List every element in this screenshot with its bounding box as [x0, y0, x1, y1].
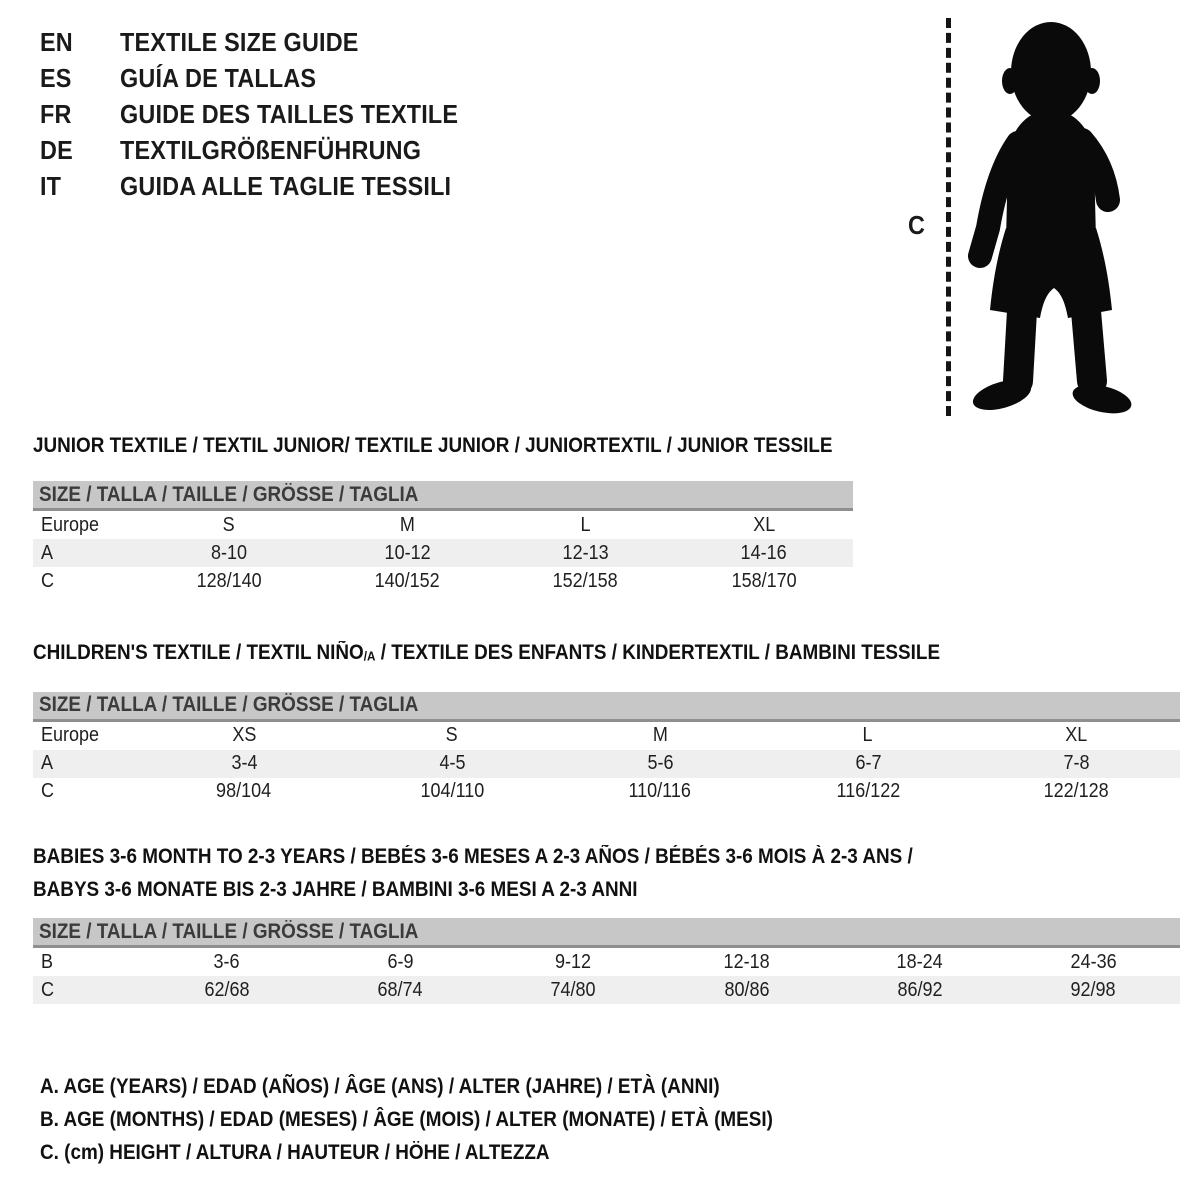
- size-cell: S: [223, 513, 236, 536]
- size-cell: S: [445, 724, 459, 747]
- height-cell: 68/74: [377, 978, 423, 1001]
- age-cell: 4-5: [438, 752, 466, 775]
- legend-line-c: C. (cm) HEIGHT / ALTURA / HAUTEUR / HÖHE / ALTEZZA: [40, 1141, 550, 1164]
- row-label: B: [41, 950, 54, 973]
- table-row-height: [33, 778, 1180, 806]
- table-row-europe: [33, 722, 1180, 750]
- height-cell: 122/128: [1043, 780, 1109, 803]
- height-cell: 80/86: [724, 978, 770, 1001]
- age-cell: 3-4: [230, 752, 258, 775]
- table-row-months: [33, 948, 1180, 976]
- junior-size-table: [33, 511, 853, 595]
- language-code: EN: [40, 26, 73, 57]
- toddler-silhouette-icon: [966, 18, 1136, 418]
- height-cell: 158/170: [731, 569, 797, 592]
- height-cell: 74/80: [550, 978, 596, 1001]
- junior-textile-section: [33, 434, 853, 595]
- babies-section-title-line1: BABIES 3-6 MONTH TO 2-3 YEARS / BEBÉS 3-6 MESES A 2-3 AÑOS / BÉBÉS 3-6 MOIS À 2-3 ANS /: [33, 845, 913, 868]
- height-dashed-line: [946, 18, 951, 416]
- language-code: ES: [40, 62, 72, 93]
- row-label: A: [41, 541, 54, 564]
- height-cell: 116/122: [836, 780, 900, 803]
- language-row-it: [40, 168, 496, 204]
- age-cell: 6-7: [854, 752, 882, 775]
- language-list: [40, 24, 496, 204]
- size-cell: M: [652, 724, 668, 747]
- table-row-age: [33, 539, 853, 567]
- row-label: C: [41, 569, 55, 592]
- height-measure-label: C: [907, 210, 925, 240]
- height-cell: 140/152: [374, 569, 440, 592]
- months-cell: 18-24: [896, 950, 943, 973]
- height-cell: 98/104: [216, 780, 272, 803]
- age-cell: 12-13: [562, 541, 609, 564]
- language-code: FR: [40, 98, 72, 129]
- measurement-legend: [40, 1070, 854, 1169]
- row-label: C: [41, 780, 55, 803]
- months-cell: 9-12: [555, 950, 592, 973]
- size-cell: M: [399, 513, 415, 536]
- row-label: C: [41, 978, 55, 1001]
- size-cell: XS: [231, 724, 257, 747]
- height-cell: 62/68: [204, 978, 250, 1001]
- babies-textile-section: [33, 845, 1180, 1004]
- childrens-section-title: CHILDREN'S TEXTILE / TEXTIL NIÑO/A / TEXTILE DES ENFANTS / KINDERTEXTIL / BAMBINI TESSILE: [33, 641, 941, 664]
- language-title: TEXTILGRÖßENFÜHRUNG: [120, 134, 422, 165]
- age-cell: 10-12: [384, 541, 431, 564]
- height-cell: 152/158: [553, 569, 619, 592]
- language-title: TEXTILE SIZE GUIDE: [120, 26, 359, 57]
- months-cell: 12-18: [723, 950, 770, 973]
- age-cell: 14-16: [740, 541, 787, 564]
- size-cell: L: [862, 724, 874, 747]
- babies-section-title-line2: BABYS 3-6 MONATE BIS 2-3 JAHRE / BAMBINI 3-6 MESI A 2-3 ANNI: [33, 878, 638, 901]
- age-cell: 7-8: [1062, 752, 1090, 775]
- legend-line-a: A. AGE (YEARS) / EDAD (AÑOS) / ÂGE (ANS) / ALTER (JAHRE) / ETÀ (ANNI): [40, 1075, 720, 1098]
- babies-size-header-bar: SIZE / TALLA / TAILLE / GRÖSSE / TAGLIA: [33, 918, 1180, 948]
- junior-size-header-bar: SIZE / TALLA / TAILLE / GRÖSSE / TAGLIA: [33, 481, 853, 511]
- childrens-textile-section: [33, 641, 1180, 806]
- table-row-height: [33, 567, 853, 595]
- childrens-size-header-bar: SIZE / TALLA / TAILLE / GRÖSSE / TAGLIA: [33, 692, 1180, 722]
- junior-section-title: JUNIOR TEXTILE / TEXTIL JUNIOR/ TEXTILE JUNIOR / JUNIORTEXTIL / JUNIOR TESSILE: [33, 434, 833, 457]
- language-title: GUÍA DE TALLAS: [120, 62, 317, 93]
- size-cell: XL: [752, 513, 775, 536]
- language-row-es: [40, 60, 496, 96]
- size-cell: XL: [1064, 724, 1088, 747]
- row-label: A: [41, 752, 54, 775]
- language-row-de: [40, 132, 496, 168]
- legend-line-b: B. AGE (MONTHS) / EDAD (MESES) / ÂGE (MOIS) / ALTER (MONATE) / ETÀ (MESI): [40, 1108, 773, 1131]
- height-cell: 86/92: [897, 978, 943, 1001]
- row-label: Europe: [41, 724, 100, 747]
- language-row-fr: [40, 96, 496, 132]
- table-row-height: [33, 976, 1180, 1004]
- language-code: DE: [40, 134, 73, 165]
- nino-a-subscript: /A: [363, 648, 376, 664]
- language-code: IT: [40, 170, 62, 201]
- row-label: Europe: [41, 513, 100, 536]
- months-cell: 3-6: [213, 950, 240, 973]
- months-cell: 24-36: [1070, 950, 1117, 973]
- height-cell: 128/140: [196, 569, 262, 592]
- height-cell: 110/116: [628, 780, 692, 803]
- height-cell: 92/98: [1070, 978, 1116, 1001]
- childrens-size-table: [33, 722, 1180, 806]
- babies-size-table: [33, 948, 1180, 1004]
- height-cell: 104/110: [420, 780, 484, 803]
- age-cell: 5-6: [646, 752, 674, 775]
- language-title: GUIDA ALLE TAGLIE TESSILI: [120, 170, 452, 201]
- months-cell: 6-9: [386, 950, 413, 973]
- size-cell: L: [580, 513, 591, 536]
- language-row-en: [40, 24, 496, 60]
- language-title: GUIDE DES TAILLES TEXTILE: [120, 98, 459, 129]
- table-row-europe: [33, 511, 853, 539]
- table-row-age: [33, 750, 1180, 778]
- age-cell: 8-10: [211, 541, 248, 564]
